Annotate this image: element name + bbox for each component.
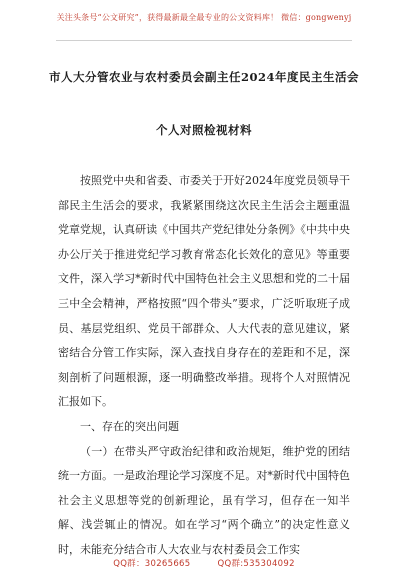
document-title: 市人大分管农业与农村委员会副主任2024年度民主生活会 xyxy=(48,70,359,84)
header-divider xyxy=(56,40,352,41)
section-heading: 一、存在的突出问题 xyxy=(80,419,179,433)
footer-contact xyxy=(0,557,408,569)
header-notice-bar xyxy=(0,0,408,34)
document-body xyxy=(58,169,350,563)
footer-qq-group-2: QQ群:535304092 xyxy=(217,559,295,569)
document-subtitle: 个人对照检视材料 xyxy=(156,123,252,137)
paragraph-problem-1: （一）在带头严守政治纪律和政治规矩，维护党的团结统一方面。一是政治理论学习深度不足。对*新时代中国特色社会主义思想等党的创新理论，虽有学习，但存在一知半解、浅尝辄止的情况。如在学习“两个确立”的决定性意义时，未能充分结合市人大农业与农村委员会工作实 xyxy=(58,444,350,556)
footer-qq-group-1: QQ群：30265665 xyxy=(113,559,191,569)
header-notice-text: 关注头条号“公文研究”，获得最新最全最专业的公文资料库！ 微信：gongwenyj xyxy=(56,12,352,22)
paragraph-intro: 按照党中央和省委、市委关于开好2024年度党员领导干部民主生活会的要求，我紧紧围绕这次民主生活会主题重温党章党规，认真研读《中国共产党纪律处分条例》《中共中央办公厅关于推进党纪学习教育常态化长效化的意见》等重要文件，深入学习*新时代中国特色社会主义思想和党的二十届三中全会精神，严格按照“四个带头”要求，广泛听取班子成员、基层党组织、党员干部群众、人大代表的意见建议，紧密结合分管工作实际，深入查找自身存在的差距和不足，深刻剖析了问题根源，逐一明确整改举措。现将个人对照情况汇报如下。 xyxy=(58,174,350,409)
